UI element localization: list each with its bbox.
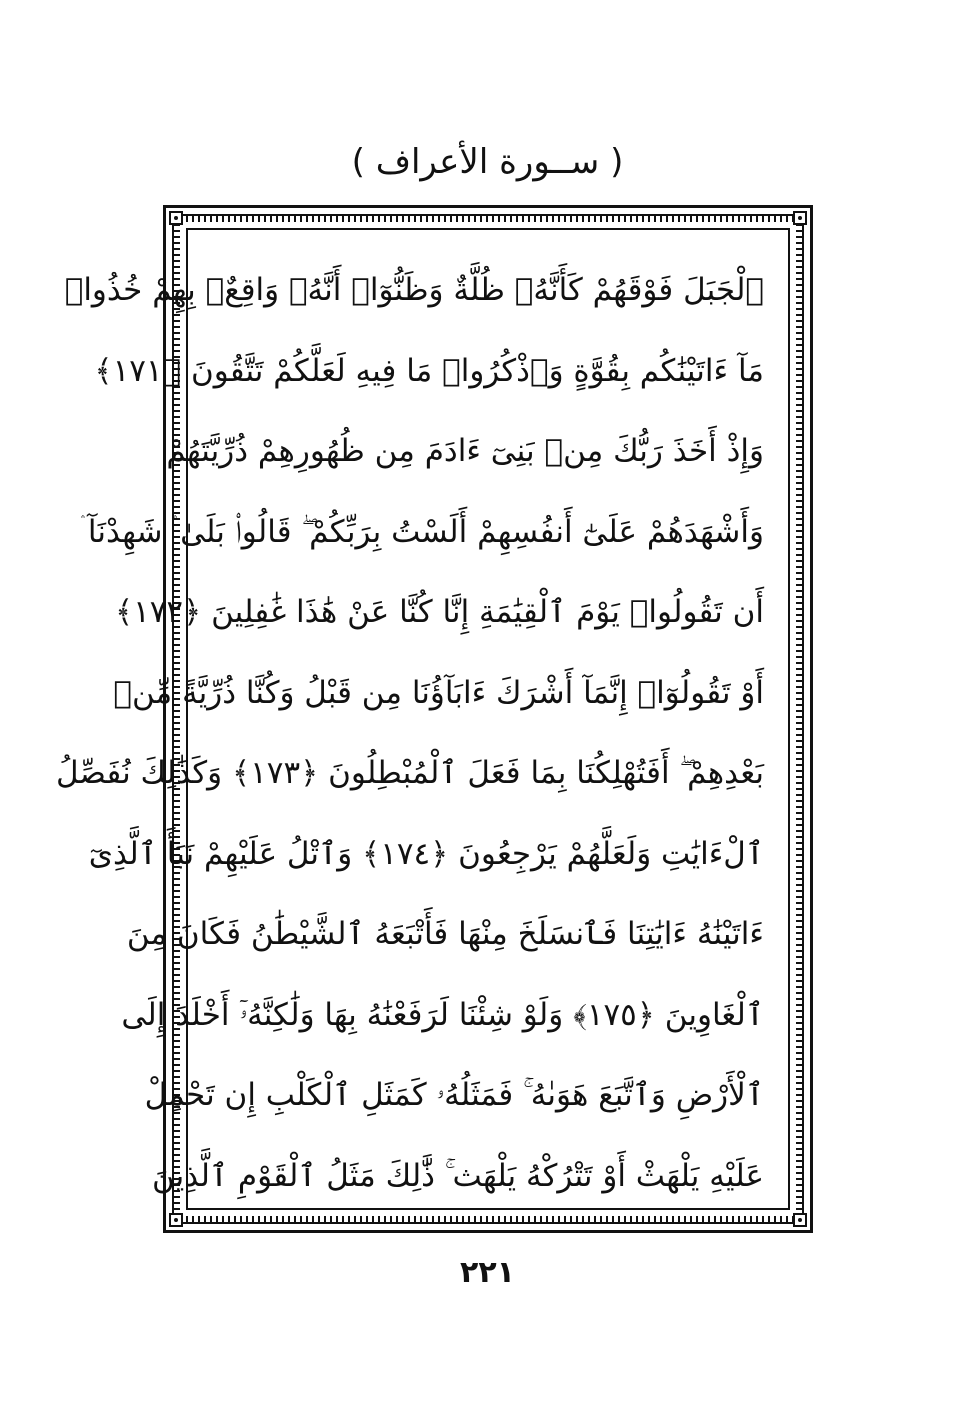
verse-line-6: أَوْ تَقُولُوٓا۟ إِنَّمَآ أَشْرَكَ ءَابَآؤُنَا مِن قَبْلُ وَكُنَّا ذُرِّيَّةً مِّنۢ [113, 674, 764, 711]
verse-line-4: وَأَشْهَدَهُمْ عَلَىٰٓ أَنفُسِهِمْ أَلَسْتُ بِرَبِّكُمْ ۖ قَالُوا۟ بَلَىٰ ۛ شَهِدْنَآ ۛ [80, 513, 764, 550]
verse-line-5: أَن تَقُولُوا۟ يَوْمَ ٱلْقِيَٰمَةِ إِنَّا كُنَّا عَنْ هَٰذَا غَٰفِلِينَ ﴿١٧٢﴾ [114, 594, 764, 630]
verses-text-block [56, 250, 764, 1216]
verse-line-2: مَآ ءَاتَيْنَٰكُم بِقُوَّةٍ وَٱذْكُرُوا۟ مَا فِيهِ لَعَلَّكُمْ تَتَّقُونَ ﴿١٧١﴾ [94, 352, 764, 389]
verse-line-10: ٱلْغَاوِينَ ﴿١٧٥﴾ وَلَوْ شِئْنَا لَرَفَعْنَٰهُ بِهَا وَلَٰكِنَّهُۥٓ أَخْلَدَ إِلَى [121, 996, 764, 1033]
corner-ornament-bottom-right [793, 1213, 807, 1227]
page-number: ٢٢١ [460, 1255, 515, 1290]
verse-line-7: بَعْدِهِمْ ۖ أَفَتُهْلِكُنَا بِمَا فَعَلَ ٱلْمُبْطِلُونَ ﴿١٧٣﴾ وَكَذَٰلِكَ نُفَصِّلُ [56, 755, 764, 791]
corner-ornament-top-left [169, 211, 183, 225]
verse-line-12: عَلَيْهِ يَلْهَثْ أَوْ تَتْرُكْهُ يَلْهَث ۚ ذَّٰلِكَ مَثَلُ ٱلْقَوْمِ ٱلَّذِينَ [151, 1157, 764, 1194]
verse-line-11: ٱلْأَرْضِ وَٱتَّبَعَ هَوَىٰهُ ۚ فَمَثَلُهُۥ كَمَثَلِ ٱلْكَلْبِ إِن تَحْمِلْ [144, 1077, 764, 1113]
surah-title: ( ســورة الأعراف ) [351, 142, 624, 182]
verse-line-9: ءَاتَيْنَٰهُ ءَايَٰتِنَا فَٱنسَلَخَ مِنْهَا فَأَتْبَعَهُ ٱلشَّيْطَٰنُ فَكَانَ مِنَ [126, 916, 764, 952]
verse-line-8: ٱلْءَايَٰتِ وَلَعَلَّهُمْ يَرْجِعُونَ ﴿١٧٤﴾ وَٱتْلُ عَلَيْهِمْ نَبَأَ ٱلَّذِىٓ [88, 835, 764, 872]
verse-line-3: وَإِذْ أَخَذَ رَبُّكَ مِنۢ بَنِىٓ ءَادَمَ مِن ظُهُورِهِمْ ذُرِّيَّتَهُمْ [166, 433, 764, 469]
verse-line-1: ٱلْجَبَلَ فَوْقَهُمْ كَأَنَّهُۥ ظُلَّةٌ وَظَنُّوٓا۟ أَنَّهُۥ وَاقِعٌۢ بِهِمْ خُذُوا۟ [64, 272, 764, 308]
corner-ornament-top-right [793, 211, 807, 225]
